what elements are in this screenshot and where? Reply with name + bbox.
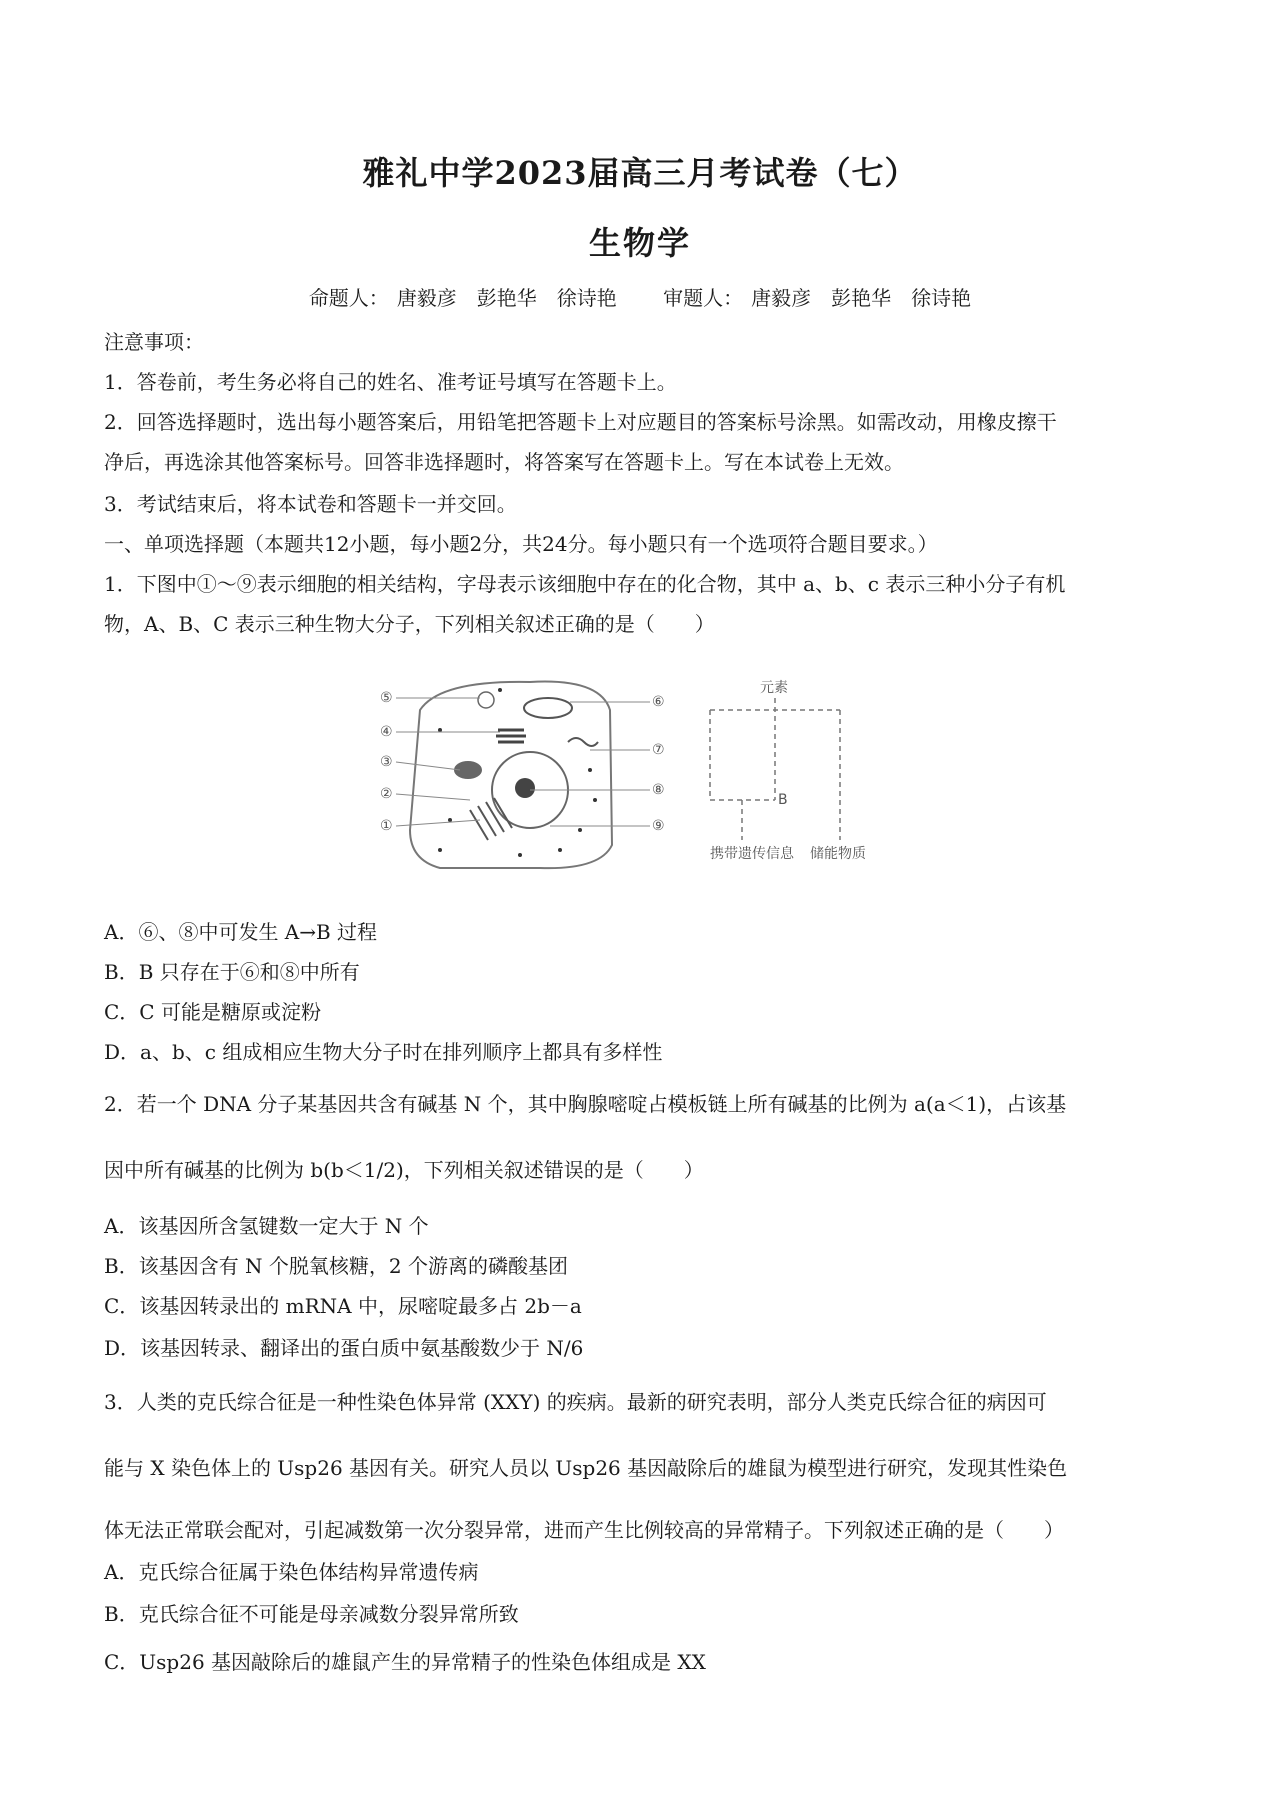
option: A．克氏综合征属于染色体结构异常遗传病 <box>104 1560 479 1584</box>
endoplasmic-reticulum <box>470 798 512 840</box>
vesicle <box>478 692 494 708</box>
label-1: ① <box>380 818 393 834</box>
option: B．B 只存在于⑥和⑧中所有 <box>104 960 360 984</box>
centrosome <box>568 738 598 746</box>
label-6: ⑥ <box>652 694 665 710</box>
note-item: 3．考试结束后，将本试卷和答题卡一并交回。 <box>104 492 517 516</box>
exam-title: 雅礼中学2023届高三月考试卷（七） <box>362 154 918 192</box>
section-heading: 一、单项选择题（本题共12小题，每小题2分，共24分。每小题只有一个选项符合题目要求。） <box>104 532 938 556</box>
flow-lines <box>710 698 840 840</box>
cell-structure-figure <box>380 670 920 890</box>
question-stem: 1．下图中①～⑨表示细胞的相关结构，字母表示该细胞中存在的化合物，其中 a、b、c 表示三种小分子有机 <box>104 572 1066 596</box>
option: B．该基因含有 N 个脱氧核糖，2 个游离的磷酸基团 <box>104 1254 568 1278</box>
label-2: ② <box>380 786 393 802</box>
question-stem: 能与 X 染色体上的 Usp26 基因有关。研究人员以 Usp26 基因敲除后的雄鼠为模型进行研究，发现其性染色 <box>104 1456 1068 1480</box>
authors-line <box>0 282 1280 311</box>
note-item: 1．答卷前，考生务必将自己的姓名、准考证号填写在答题卡上。 <box>104 370 677 394</box>
setter-label: 命题人： <box>308 286 389 310</box>
option: D．该基因转录、翻译出的蛋白质中氨基酸数少于 N/6 <box>104 1336 584 1360</box>
nucleolus <box>515 778 535 798</box>
option: D．a、b、c 组成相应生物大分子时在排列顺序上都具有多样性 <box>104 1040 663 1064</box>
reviewer-names: 唐毅彦 彭艳华 徐诗艳 <box>751 286 972 310</box>
label-9: ⑨ <box>652 818 665 834</box>
genetic-info-label: 携带遗传信息 <box>710 846 794 862</box>
option: A．该基因所含氢键数一定大于 N 个 <box>104 1214 429 1238</box>
setter-names: 唐毅彦 彭艳华 徐诗艳 <box>396 286 617 310</box>
element-label: 元素 <box>760 680 788 696</box>
label-3: ③ <box>380 754 393 770</box>
chloroplast <box>524 698 572 718</box>
note-item: 2．回答选择题时，选出每小题答案后，用铅笔把答题卡上对应题目的答案标号涂黑。如需改动，用橡皮擦干 <box>104 410 1057 434</box>
arrow-b-label: B <box>778 792 788 808</box>
option: C．Usp26 基因敲除后的雄鼠产生的异常精子的性染色体组成是 XX <box>104 1650 706 1674</box>
label-7: ⑦ <box>652 742 665 758</box>
question-stem: 因中所有碱基的比例为 b(b＜1/2)，下列相关叙述错误的是（ ） <box>104 1158 704 1182</box>
option: C．C 可能是糖原或淀粉 <box>104 1000 321 1024</box>
option: B．克氏综合征不可能是母亲减数分裂异常所致 <box>104 1602 519 1626</box>
notes-heading: 注意事项： <box>104 330 204 354</box>
note-item: 净后，再选涂其他答案标号。回答非选择题时，将答案写在答题卡上。写在本试卷上无效。 <box>104 450 904 474</box>
cell-diagram <box>380 670 920 890</box>
question-stem: 2．若一个 DNA 分子某基因共含有碱基 N 个，其中胸腺嘧啶占模板链上所有碱基的比例为 a(a＜1)，占该基 <box>104 1092 1067 1116</box>
option: A．⑥、⑧中可发生 A→B 过程 <box>104 920 378 944</box>
question-stem: 体无法正常联会配对，引起减数第一次分裂异常，进而产生比例较高的异常精子。下列叙述正确的是（ ） <box>104 1518 1064 1542</box>
reviewer-label: 审题人： <box>663 286 744 310</box>
label-5: ⑤ <box>380 690 393 706</box>
label-4: ④ <box>380 724 393 740</box>
question-stem: 3．人类的克氏综合征是一种性染色体异常 (XXY) 的疾病。最新的研究表明，部分人类克氏综合征的病因可 <box>104 1390 1047 1414</box>
subject-title: 生物学 <box>588 224 691 262</box>
question-stem: 物，A、B、C 表示三种生物大分子，下列相关叙述正确的是（ ） <box>104 612 715 636</box>
golgi <box>496 730 526 742</box>
cell-membrane <box>410 682 612 869</box>
option: C．该基因转录出的 mRNA 中，尿嘧啶最多占 2b－a <box>104 1294 582 1318</box>
energy-storage-label: 储能物质 <box>810 846 866 862</box>
label-8: ⑧ <box>652 782 665 798</box>
